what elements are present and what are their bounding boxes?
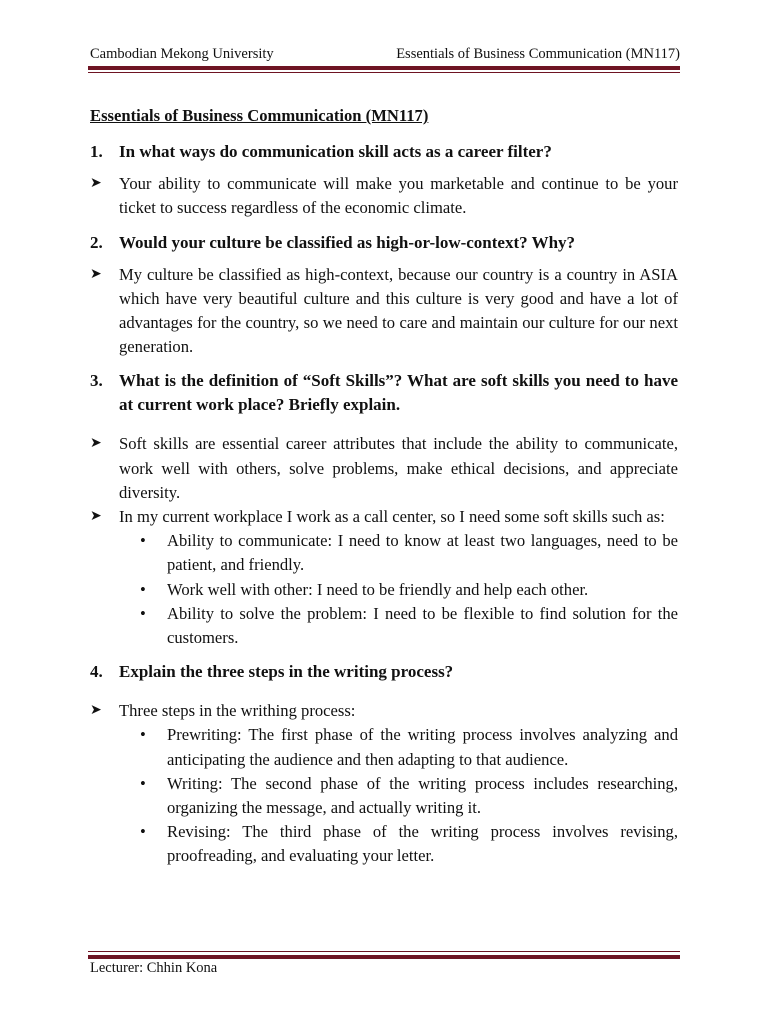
sub-item [138,772,678,820]
sub-item-text: Ability to solve the problem: I need to be flexible to find solution for the customers. [167,603,678,648]
sub-item [138,602,678,650]
answer-item [90,172,678,220]
round-bullet-icon: • [140,579,146,599]
answer-text: Three steps in the writhing process: [119,701,356,721]
answer-text: In my current workplace I work as a call center, so I need some soft skills such as: [119,507,665,527]
question-4 [90,660,678,684]
sub-item [138,529,678,577]
document-body [90,104,678,869]
answer-item [90,263,678,360]
sub-item-text: Work well with other: I need to be friendly and help each other. [167,579,589,599]
answer-item [90,432,678,505]
round-bullet-icon: • [140,531,146,551]
arrowhead-bullet-icon: ➤ [90,436,102,452]
arrowhead-bullet-icon: ➤ [90,176,102,192]
question-text: Would your culture be classified as high-or-low-context? Why? [119,232,576,252]
question-text: Explain the three steps in the writing process? [119,662,454,682]
sub-item [138,820,678,868]
sub-item-text: Prewriting: The first phase of the writing process involves analyzing and anticipating the audience and then adapting to that audience. [167,725,678,769]
question-number: 2. [90,232,103,252]
round-bullet-icon: • [140,822,146,842]
question-number: 3. [90,371,103,391]
footer-lecturer: Lecturer: Chhin Kona [90,960,218,976]
arrowhead-bullet-icon: ➤ [90,703,102,719]
header-course: Essentials of Business Communication (MN117) [396,46,680,62]
question-number: 4. [90,662,103,682]
header-university: Cambodian Mekong University [90,46,274,62]
question-text: In what ways do communication skill acts as a career filter? [119,142,552,162]
sub-item [138,723,678,771]
sub-item-text: Ability to communicate: I need to know at least two languages, need to be patient, and friendly. [167,531,678,575]
answer-text: My culture be classified as high-context, because our country is a country in ASIA which have very beautiful culture and this culture is very good and have a lot of advantages for the country, so we need to care and maintain our culture for our next generation. [119,264,678,357]
sub-item-text: Writing: The second phase of the writing process includes researching, organizing the message, and actually writing it. [167,773,678,818]
question-3 [90,369,678,417]
answer-text: Soft skills are essential career attributes that include the ability to communicate, work well with others, solve problems, make ethical decisions, and appreciate diversity. [119,434,678,502]
question-number: 1. [90,142,103,162]
answer-text: Your ability to communicate will make you marketable and continue to be your ticket to success regardless of the economic climate. [119,174,678,218]
arrowhead-bullet-icon: ➤ [90,509,102,525]
sub-item [138,578,678,602]
page-header [90,46,680,63]
round-bullet-icon: • [140,773,146,793]
question-2 [90,231,678,255]
question-1 [90,140,678,164]
answer-item [90,699,678,723]
question-text: What is the definition of “Soft Skills”? What are soft skills you need to have at current work place? Briefly explain. [119,371,678,415]
round-bullet-icon: • [140,603,146,623]
footer-rule-thin [88,951,680,952]
document-title: Essentials of Business Communication (MN117) [90,106,429,125]
answer-item [90,505,678,529]
sub-item-text: Revising: The third phase of the writing process involves revising, proofreading, and evaluating your letter. [167,822,678,866]
header-rule-thin [88,72,680,73]
arrowhead-bullet-icon: ➤ [90,266,102,282]
footer-rule-thick [88,955,680,959]
header-rule-thick [88,66,680,70]
round-bullet-icon: • [140,725,146,745]
